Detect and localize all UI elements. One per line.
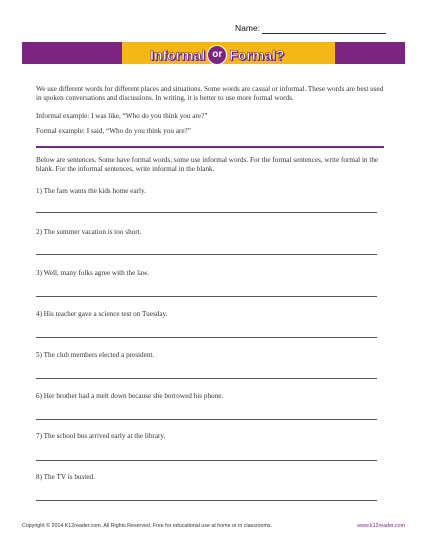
question-3: 3) Well, many folks agree with the law.	[36, 269, 149, 277]
instructions: Below are sentences. Some have formal words, some use informal words. For the formal sentences, write formal in the blank. For the informal sentences, write informal in the blank.	[36, 156, 379, 174]
formal-example: Formal example: I said, “Who do you think you are?”	[36, 127, 191, 135]
section-divider	[36, 146, 384, 148]
question-5: 5) The club members elected a president.	[36, 351, 155, 359]
name-field[interactable]	[262, 33, 386, 34]
title-formal: Formal?	[229, 47, 285, 63]
site-link[interactable]: www.k12reader.com	[357, 523, 405, 529]
worksheet-title	[150, 45, 284, 65]
question-2: 2) The summer vacation is too short.	[36, 228, 142, 236]
name-label: Name:	[235, 23, 261, 33]
question-1: 1) The fam wants the kids home early.	[36, 187, 146, 195]
answer-line-1[interactable]	[36, 212, 377, 213]
answer-line-2[interactable]	[36, 254, 377, 255]
answer-line-3[interactable]	[36, 296, 377, 297]
title-informal: Informal	[150, 47, 206, 63]
answer-line-8[interactable]	[36, 500, 377, 501]
question-8: 8) The TV is busted.	[36, 473, 95, 481]
answer-line-5[interactable]	[36, 378, 377, 379]
answer-line-6[interactable]	[36, 419, 377, 420]
question-4: 4) His teacher gave a science test on Tuesday.	[36, 310, 168, 318]
banner-right-accent	[335, 42, 405, 64]
title-or-badge: or	[207, 45, 227, 65]
intro-paragraph: We use different words for different places and situations. Some words are casual or informal. These words are best used in spoken conversations and discussions. In writing, it is better to use more formal words.	[36, 85, 384, 103]
question-7: 7) The school bus arrived early at the library.	[36, 432, 166, 440]
copyright-text: Copyright © 2014 K12reader.com. All Rights Reserved. Free for educational use at home or in classrooms.	[22, 523, 273, 529]
banner-left-accent	[22, 42, 122, 64]
informal-example: Informal example: I was like, “Who do you think you are?”	[36, 112, 208, 120]
answer-line-4[interactable]	[36, 337, 377, 338]
question-6: 6) Her brother had a melt down because she borrowed his phone.	[36, 392, 224, 400]
footer	[22, 523, 405, 529]
answer-line-7[interactable]	[36, 460, 377, 461]
